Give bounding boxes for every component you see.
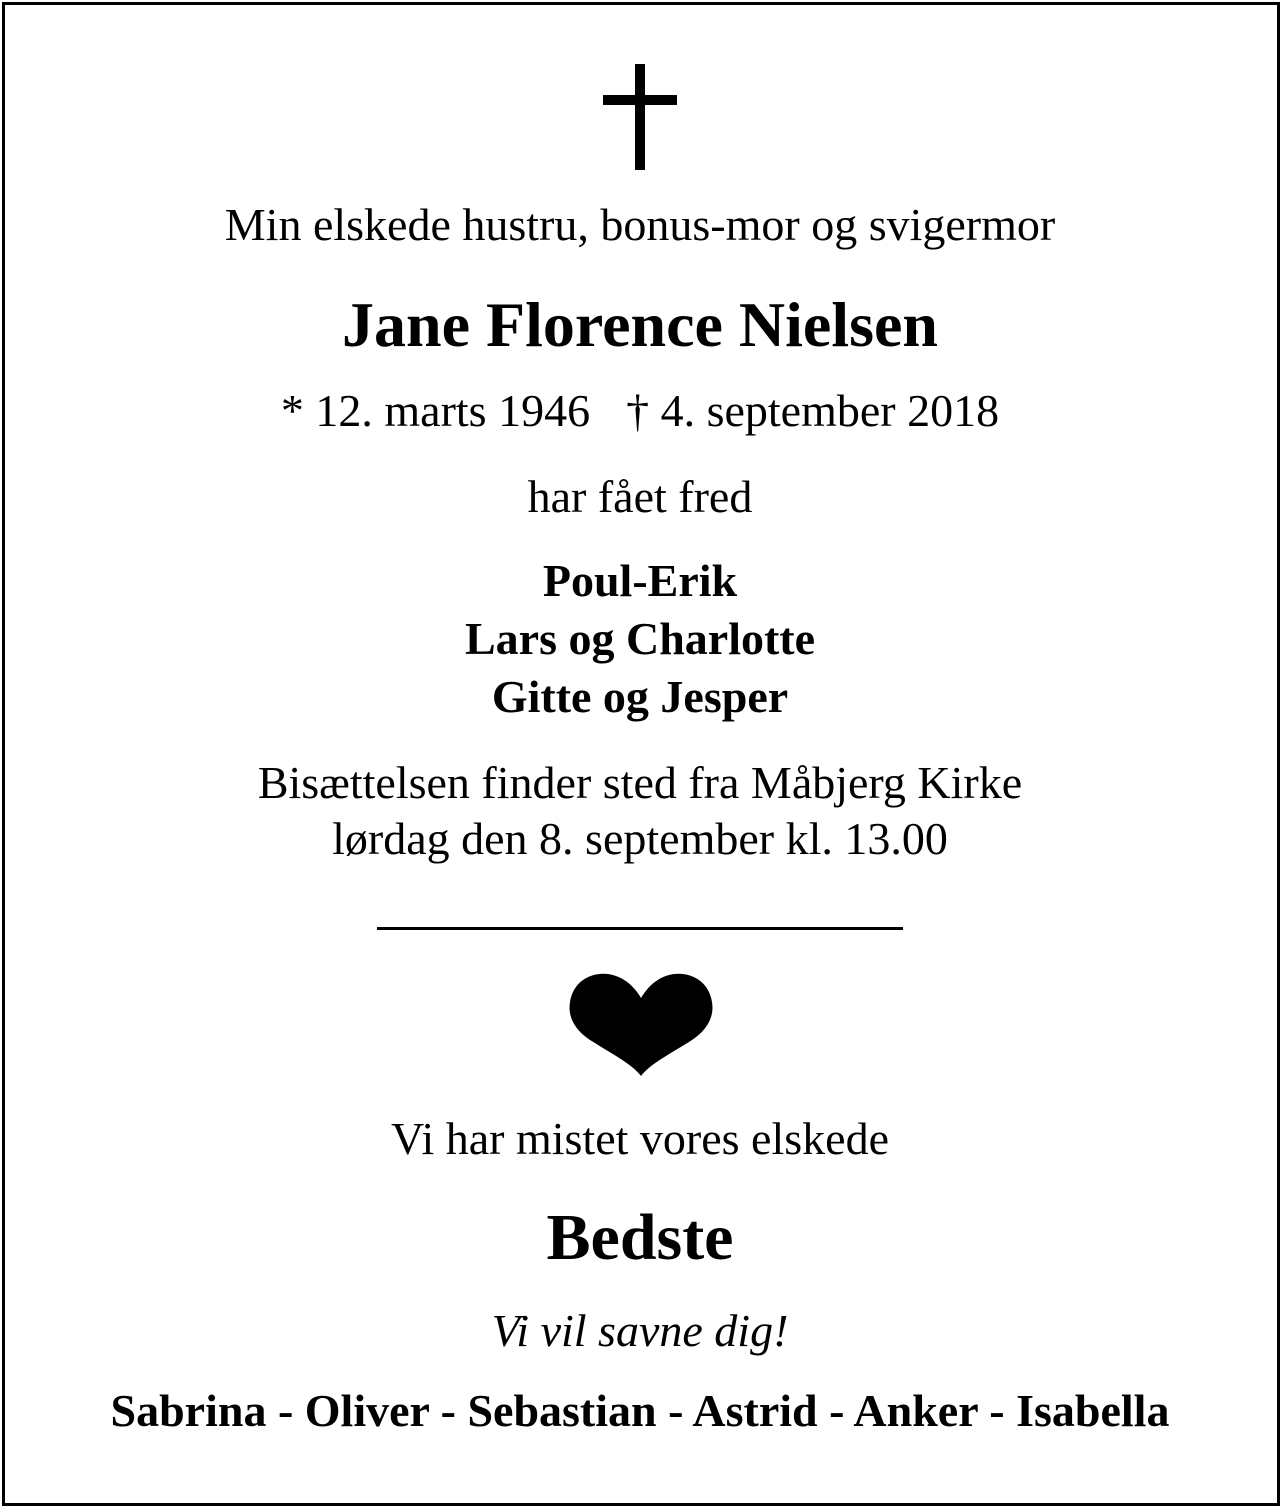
life-dates — [0, 384, 1280, 437]
heart-icon — [566, 970, 716, 1078]
grandmother-title: Bedste — [546, 1201, 734, 1274]
family-member: Gitte og Jesper — [491, 671, 789, 722]
ceremony-time: lørdag den 8. september kl. 13.00 — [332, 813, 948, 864]
death-date: † 4. september 2018 — [626, 385, 1000, 436]
grandchildren-intro: Vi har mistet vores elskede — [391, 1113, 889, 1164]
farewell-message: Vi vil savne dig! — [491, 1305, 789, 1356]
ceremony-location: Bisættelsen finder sted fra Måbjerg Kirke — [257, 757, 1023, 808]
grandchildren-names: Sabrina - Oliver - Sebastian - Astrid - Anker - Isabella — [110, 1385, 1170, 1436]
birth-date: * 12. marts 1946 — [280, 385, 591, 436]
family-member: Poul-Erik — [542, 555, 738, 606]
family-member: Lars og Charlotte — [464, 613, 816, 664]
deceased-name: Jane Florence Nielsen — [341, 289, 939, 360]
divider — [377, 927, 903, 930]
peace-line: har fået fred — [527, 471, 753, 522]
intro-text: Min elskede hustru, bonus-mor og svigermor — [224, 199, 1056, 250]
